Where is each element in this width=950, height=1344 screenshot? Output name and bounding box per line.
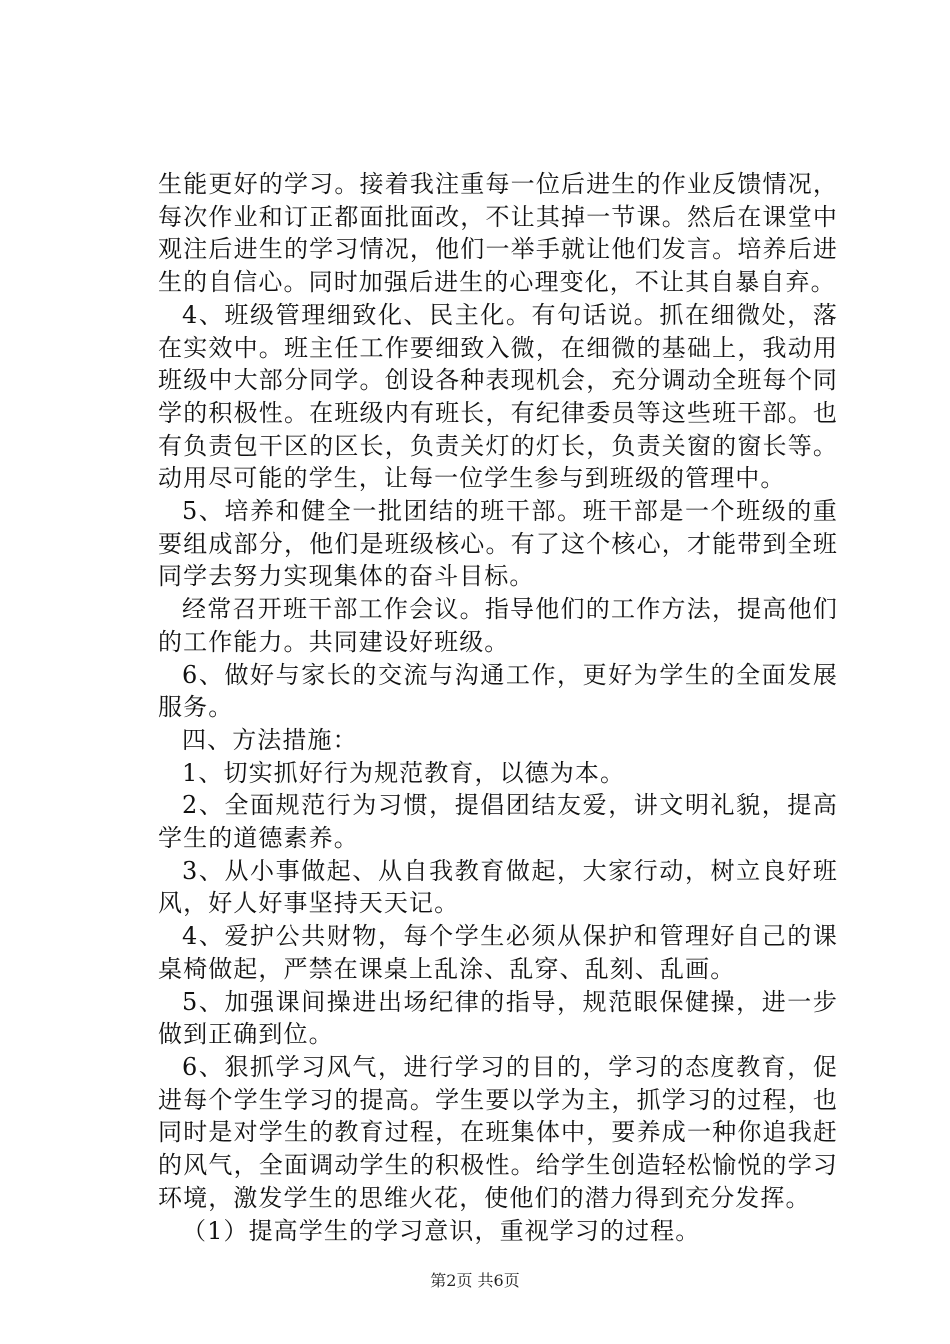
paragraph-method-1: 1、切实抓好行为规范教育，以德为本。 — [182, 758, 626, 787]
document-body — [158, 168, 838, 1247]
paragraph-leader-meetings: 经常召开班干部工作会议。指导他们的工作方法，提高他们的工作能力。共同建设好班级。 — [158, 595, 838, 656]
paragraph-method-3: 3、从小事做起、从自我教育做起，大家行动，树立良好班风，好人好事坚持天天记。 — [158, 856, 838, 918]
paragraph-item-5-class-leaders: 5、培养和健全一批团结的班干部。班干部是一个班级的重要组成部分，他们是班级核心。有了这个核心，才能带到全班同学去努力实现集体的奋斗目标。 — [158, 497, 838, 591]
section-heading-methods: 四、方法措施： — [182, 725, 358, 754]
paragraph-method-6: 6、狠抓学习风气，进行学习的目的，学习的态度教育，促进每个学生学习的提高。学生要以学为主，抓学习的过程，也同时是对学生的教育过程，在班集体中，要养成一种你追我赶的风气，全面调动学生的积极性。给学生创造轻松愉悦的学习环境，激发学生的思维火花，使他们的潜力得到充分发挥。 — [158, 1052, 838, 1212]
paragraph-continued: 生能更好的学习。接着我注重每一位后进生的作业反馈情况，每次作业和订正都面批面改，不让其掉一节课。然后在课堂中观注后进生的学习情况，他们一举手就让他们发言。培养后进生的自信心。同时加强后进生的心理变化，不让其自暴自弃。 — [158, 170, 838, 297]
paragraph-method-2: 2、全面规范行为习惯，提倡团结友爱，讲文明礼貌，提高学生的道德素养。 — [158, 791, 838, 853]
paragraph-method-4: 4、爱护公共财物，每个学生必须从保护和管理好自己的课桌椅做起，严禁在课桌上乱涂、乱穿、乱刻、乱画。 — [158, 922, 838, 983]
paragraph-method-5: 5、加强课间操进出场纪律的指导，规范眼保健操，进一步做到正确到位。 — [158, 987, 838, 1049]
paragraph-subitem-1: （1）提高学生的学习意识，重视学习的过程。 — [182, 1216, 701, 1245]
paragraph-item-4-class-management: 4、班级管理细致化、民主化。有句话说。抓在细微处，落在实效中。班主任工作要细致入微，在细微的基础上，我动用班级中大部分同学。创设各种表现机会，充分调动全班每个同学的积极性。在班级内有班长，有纪律委员等这些班干部。也有负责包干区的区长，负责关灯的灯长，负责关窗的窗长等。动用尽可能的学生，让每一位学生参与到班级的管理中。 — [158, 300, 838, 493]
page-footer: 第2页 共6页 — [430, 1271, 520, 1290]
paragraph-item-6-parents: 6、做好与家长的交流与沟通工作，更好为学生的全面发展服务。 — [158, 660, 838, 722]
